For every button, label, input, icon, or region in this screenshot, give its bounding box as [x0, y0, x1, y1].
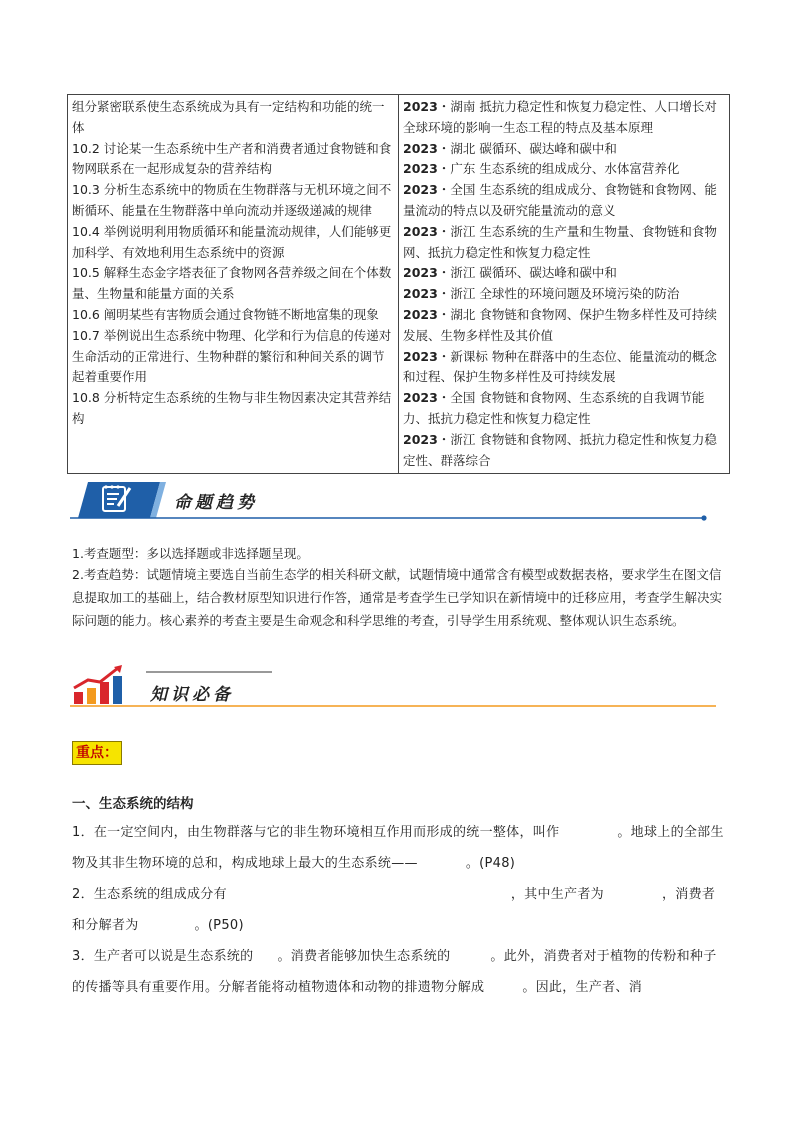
q2-text-a: 2．生态系统的组成成分有 [72, 887, 227, 902]
exam-topic: 碳循环、碳达峰和碳中和 [479, 265, 617, 281]
exam-year: 2023 [403, 431, 438, 447]
exam-topic: 食物链和食物网、保护生物多样性及可持续发展、生物多样性及其价值 [403, 306, 717, 343]
exam-entry: 2023・浙江 全球性的环境问题及环境污染的防治 [403, 286, 680, 302]
exam-topic: 物种在群落中的生态位、能量流动的概念和过程、保护生物多样性及可持续发展 [403, 348, 717, 385]
curriculum-table [67, 94, 730, 474]
exam-place: 浙江 [450, 265, 476, 281]
trend-point-1: 1.考查题型：多以选择题或非选择题呈现。 [72, 546, 309, 561]
q1-text-c: 。(P48) [465, 856, 516, 871]
section-banner-trend [70, 478, 710, 522]
exam-year: 2023 [403, 348, 438, 364]
exam-topic: 生态系统的组成成分、食物链和食物网、能量流动的特点以及研究能量流动的意义 [403, 182, 717, 218]
exam-year: 2023 [403, 223, 438, 239]
exam-year: 2023 [403, 140, 438, 156]
banner-graphic [70, 478, 710, 522]
standards-text: 组分紧密联系使生态系统成为具有一定结构和功能的统一体 10.2 讨论某一生态系统中生产者和消费者通过食物链和食物网联系在一起形成复杂的营养结构 10.3 分析生态系统中的物质在生物群落与无机环境之间不断循环、能量在生物群落中单向流动并逐级递减的规律 10.4 举例说明利用物质循环和能量流动规律，人们能够更加科学、有效地利用生态系统中的资源 10.5 解释生态金字塔表征了食物网各营养级之间在个体数量、生物量和能量方面的关系 10.6 阐明某些有害物质会通过食物链不断地富集的现象 10.7 举例说出生态系统中物理、化学和行为信息的传递对生命活动的正常进行、生物种群的繁衍和种间关系的调节起着重要作用 10.8 分析特定生态系统的生物与非生物因素决定其营养结构 [72, 99, 392, 426]
exam-entry: 2023・浙江 碳循环、碳达峰和碳中和 [403, 265, 617, 281]
table-cell-standards [68, 95, 399, 474]
exam-topic: 抵抗力稳定性和恢复力稳定性、人口增长对全球环境的影响一生态工程的特点及基本原理 [403, 99, 717, 135]
q2-text-c: ，消费者和分解者为 [72, 887, 716, 933]
exam-entry: 2023・浙江 食物链和食物网、抵抗力稳定性和恢复力稳定性、群落综合 [403, 431, 717, 468]
q1-text-a: 1．在一定空间内，由生物群落与它的非生物环境相互作用而形成的统一整体，叫作 [72, 825, 560, 840]
exam-place: 湖南 [450, 99, 476, 114]
exam-topic: 全球性的环境问题及环境污染的防治 [479, 286, 680, 302]
exam-place: 浙江 [450, 431, 476, 447]
question-1 [72, 817, 724, 879]
exam-entry: 2023・广东 生态系统的组成成分、水体富营养化 [403, 161, 680, 177]
exam-place: 浙江 [450, 286, 476, 302]
growth-chart-icon [70, 664, 130, 712]
q1-text-b: 。地球上的全部生物及其非生物环境的总和，构成地球上最大的生态系统—— [72, 825, 724, 871]
q3-text-d: 。因此，生产者、消 [522, 980, 643, 995]
exam-place: 湖北 [450, 306, 476, 322]
exam-place: 浙江 [450, 223, 476, 239]
table-row [68, 95, 730, 474]
section-banner-knowledge [70, 662, 720, 712]
question-2 [72, 879, 724, 941]
exam-entry: 2023・浙江 生态系统的生产量和生物量、食物链和食物网、抵抗力稳定性和恢复力稳定性 [403, 223, 717, 260]
section-title-knowledge: 知识必备 [150, 685, 234, 705]
exam-topic: 食物链和食物网、抵抗力稳定性和恢复力稳定性、群落综合 [403, 431, 717, 468]
key-points-label: 重点： [72, 741, 122, 765]
subsection-heading: 一、生态系统的结构 [72, 796, 194, 812]
exam-entry: 2023・湖北 食物链和食物网、保护生物多样性及可持续发展、生物多样性及其价值 [403, 306, 717, 343]
q2-text-d: 。(P50) [194, 918, 244, 933]
exam-place: 广东 [450, 161, 476, 177]
q2-text-b: ，其中生产者为 [510, 887, 604, 902]
trend-point-2: 2.考查趋势：试题情境主要选自当前生态学的相关科研文献，试题情境中通常含有模型或数据表格，要求学生在图文信息提取加工的基础上，结合教材原型知识进行作答，通常是考查学生已学知识在新情境中的迁移应用，考查学生解决实际问题的能力。核心素养的考查主要是生命观念和科学思维的考查，引导学生用系统观、整体观认识生态系统。 [72, 567, 723, 628]
exam-year: 2023 [403, 99, 438, 114]
exam-topic: 生态系统的组成成分、水体富营养化 [479, 161, 680, 177]
exam-place: 全国 [450, 182, 476, 198]
exam-entry: 2023・湖北 碳循环、碳达峰和碳中和 [403, 140, 617, 156]
exam-entry: 2023・全国 食物链和食物网、生态系统的自我调节能力、抵抗力稳定性和恢复力稳定性 [403, 390, 705, 426]
exam-place: 湖北 [450, 140, 476, 156]
exam-place: 全国 [450, 390, 476, 406]
notepad-icon [100, 484, 134, 518]
exam-year: 2023 [403, 306, 438, 322]
exam-place: 新课标 [450, 348, 488, 364]
exam-topic: 生态系统的生产量和生物量、食物链和食物网、抵抗力稳定性和恢复力稳定性 [403, 223, 717, 260]
exam-year: 2023 [403, 182, 438, 198]
q3-text-b: 。消费者能够加快生态系统的 [277, 949, 451, 964]
section-title-trend: 命题趋势 [174, 493, 258, 513]
table-cell-exams [399, 95, 730, 474]
exam-entry: 2023・全国 生态系统的组成成分、食物链和食物网、能量流动的特点以及研究能量流动的意义 [403, 182, 717, 218]
question-3 [72, 941, 724, 1003]
exam-year: 2023 [403, 161, 438, 177]
exam-year: 2023 [403, 265, 438, 281]
exam-year: 2023 [403, 390, 438, 406]
exam-year: 2023 [403, 286, 438, 302]
exam-entry: 2023・湖南 抵抗力稳定性和恢复力稳定性、人口增长对全球环境的影响一生态工程的特点及基本原理 [403, 99, 717, 135]
exam-topic: 碳循环、碳达峰和碳中和 [479, 140, 617, 156]
exam-entry: 2023・新课标 物种在群落中的生态位、能量流动的概念和过程、保护生物多样性及可持续发展 [403, 348, 717, 385]
q3-text-a: 3．生产者可以说是生态系统的 [72, 949, 254, 964]
q3-text-c: 。此外，消费者对于植物的传粉和种子的传播等具有重要作用。分解者能将动植物遗体和动物的排遗物分解成 [72, 949, 717, 995]
exam-topic: 食物链和食物网、生态系统的自我调节能力、抵抗力稳定性和恢复力稳定性 [403, 390, 705, 426]
